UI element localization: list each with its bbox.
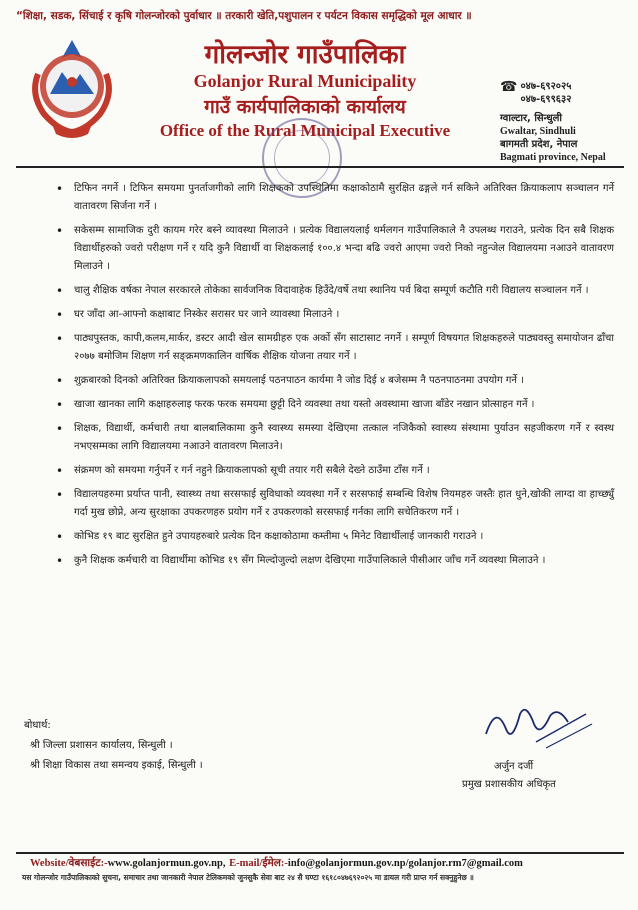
phone-number-1: ०४७-६९२०२५ — [520, 81, 572, 92]
cc-line: श्री जिल्ला प्रशासन कार्यालय, सिन्धुली । — [30, 740, 173, 751]
list-item-text: शुक्रबारको दिनको अतिरिक्त क्रियाकलापको समयलाई पठनपाठन कार्यमा नै जोड दिई ४ बजेसम्म नै पठनपाठनमा उपयोग गर्ने । — [74, 375, 524, 386]
phone-number-2: ०४७-६९९६३२ — [520, 94, 572, 105]
bullet-icon: • — [56, 182, 64, 196]
email-link[interactable]: info@golanjormun.gov.np/golanjor.rm7@gmail.com — [287, 858, 523, 869]
directive-list — [54, 180, 614, 576]
list-item-text: पाठ्यपुस्तक, कापी,कलम,मार्कर, डस्टर आदी खेल सामग्रीहरु एक अर्को सँग साटासाट नगर्ने । सम्पूर्ण विषयगत शिक्षकहरुले पाठ्यवस्तु समायोजन ढाँचा २०७७ बमोजिम शिक्षण गर्न सङ्क्रमणकालिन वार्षिक शैक्षिक योजना तयार गर्ने । — [74, 333, 614, 362]
list-item — [54, 528, 614, 546]
footer-divider — [16, 852, 624, 854]
bullet-icon: • — [56, 530, 64, 544]
bullet-icon: • — [56, 308, 64, 322]
list-item-text: कुनै शिक्षक कर्मचारी वा विद्यार्थीमा कोभिड १९ सँग मिल्दोजुल्दो लक्षण देखिएमा गाउँपालिकाले पीसीआर जाँच गर्ने व्यवस्था मिलाउने । — [74, 555, 546, 566]
bullet-icon: • — [56, 224, 64, 238]
header-divider — [16, 166, 624, 168]
bullet-icon: • — [56, 554, 64, 568]
list-item-text: शिक्षक, विद्यार्थी, कर्मचारी तथा बालबालिकामा कुनै स्वास्थ्य समस्या देखिएमा तत्काल नजिकैको स्वास्थ्य संस्थामा पुर्याउन सहजीकरण गर्ने र स्वस्थ नभएसम्मका लागि विद्यालयमा नआउने वातावरण मिलाउने। — [74, 423, 614, 452]
cc-block — [24, 716, 354, 776]
address-np: ग्वाल्टार, सिन्धुली — [500, 113, 562, 124]
list-item-text: संक्रमण को समयमा गर्नुपर्ने र गर्न नहुने क्रियाकलापको सूची तयार गरी सबैले देख्ने ठाउँमा टाँस गर्ने । — [74, 465, 430, 476]
province-np: बागमती प्रदेश, नेपाल — [500, 139, 578, 150]
list-item — [54, 306, 614, 324]
cc-label: बोधार्थ: — [24, 720, 51, 731]
header-slogan: “शिक्षा, सडक, सिंचाई र कृषि गोलन्जोरको पुर्वाधार ॥ तरकारी खेति,पशुपालन र पर्यटन विकास समृद्धिको मूल आधार ॥ — [16, 10, 472, 22]
municipality-name-en: Golanjor Rural Municipality — [193, 71, 417, 91]
office-name-np: गाउँ कार्यपालिकाको कार्यालय — [204, 96, 406, 118]
list-item — [54, 330, 614, 366]
list-item — [54, 222, 614, 276]
email-label: E-mail/ईमेल:- — [229, 858, 288, 869]
list-item-text: सकेसम्म सामाजिक दुरी कायम गरेर बस्ने व्यावस्था मिलाउने । प्रत्येक विद्यालयलाई थर्मलगन गाउँपालिकाले नै उपलब्ध गराउने, प्रत्येक दिन सबै शिक्षक विद्यार्थीहरुको ज्वरो परीक्षण गर्ने र यदि कुनै विद्यार्थी वा शिक्षकलाई १००.४ भन्दा बढि ज्वरो आएमा ज्वरो निको नहुन्जेल विद्यालयमा नआउने वातावरण मिलाउने । — [74, 225, 614, 272]
list-item — [54, 396, 614, 414]
bullet-icon: • — [56, 422, 64, 436]
bullet-icon: • — [56, 374, 64, 388]
municipality-name-np: गोलन्जोर गाउँपालिका — [204, 40, 406, 70]
website-label: Website/वेबसाईट:- — [30, 858, 108, 869]
office-name-en: Office of the Rural Municipal Executive — [159, 121, 451, 140]
list-item-text: चालु शैक्षिक वर्षका नेपाल सरकारले तोकेका सार्वजनिक विदावाहेक हिउँदे/वर्षे तथा स्थानिय पर्व बिदा सम्पूर्ण कटौति गरी विद्यालय सञ्चालन गर्ने । — [74, 285, 589, 296]
website-link[interactable]: www.golanjormun.gov.np, — [107, 858, 226, 869]
list-item — [54, 552, 614, 570]
contact-block — [500, 80, 630, 164]
phone-icon: ☎ — [500, 79, 518, 95]
bullet-icon: • — [56, 488, 64, 502]
footer-note: यस गोलन्जोर गाउँपालिकाको सुचना, समाचार तथा जानकारी नेपाल टेलिकमको जुनसुकै सेवा बाट २४ सै घण्टा १६१८०४७६९२०२५ मा डायल गरी प्राप्त गर्न सक्नुहुनेछ ॥ — [22, 873, 474, 882]
list-item — [54, 282, 614, 300]
phone-row — [500, 80, 630, 106]
bullet-icon: • — [56, 464, 64, 478]
list-item-text: टिफिन नगर्ने । टिफिन समयमा पुनर्ताजगीको लागि शिक्षकको उपस्थितिमा कक्षाकोठामै सुरक्षित ढङ्गले गर्न सकिने अतिरिक्त क्रियाकलाप सञ्चालन गर्ने वातावरण सिर्जना गर्ने । — [74, 183, 614, 212]
footer-contacts — [30, 856, 630, 870]
signatory-name: अर्जुन दर्जी — [494, 761, 534, 772]
stamp-inner-ring — [274, 130, 330, 186]
emblem-icon — [22, 34, 122, 144]
list-item — [54, 420, 614, 456]
bullet-icon: • — [56, 284, 64, 298]
list-item-text: विद्यालयहरुमा प्रर्याप्त पानी, स्वास्थ्य तथा सरसफाई सुविधाको व्यवस्था गर्ने र सरसफाई सम्बन्धि विशेष नियमहरु जस्तैः हात धुने,खोकी लाग्दा वा हाच्छ्युँ गर्दा मुख छोप्ने, अन्य सुरक्षाका उपकरणहरु प्रयोग गर्ने र उपकरणको सरसफाई गर्नका लागि सचेतिकरण गर्ने । — [74, 489, 614, 518]
list-item-text: कोभिड १९ बाट सुरक्षित हुने उपायहरुबारे प्रत्येक दिन कक्षाकोठामा कम्तीमा ५ मिनेट विद्यार्थीलाई जानकारी गराउने । — [74, 531, 484, 542]
bullet-icon: • — [56, 332, 64, 346]
bullet-icon: • — [56, 398, 64, 412]
list-item-text: खाजा खानका लागि कक्षाहरुलाइ फरक फरक समयमा छुट्टी दिने व्यवस्था तथा यस्तो अवस्थामा खाजा बाँडेर नखान प्रोत्साहन गर्ने । — [74, 399, 535, 410]
address-en: Gwaltar, Sindhuli — [500, 126, 576, 137]
list-item-text: घर जाँदा आ-आफ्नो कक्षाबाट निस्केर सरासर घर जाने व्यावस्था मिलाउने । — [74, 309, 340, 320]
list-item — [54, 462, 614, 480]
signature-icon — [476, 694, 596, 754]
list-item — [54, 180, 614, 216]
list-item — [54, 486, 614, 522]
cc-line: श्री शिक्षा विकास तथा समन्वय इकाई, सिन्धुली । — [30, 760, 203, 771]
list-item — [54, 372, 614, 390]
province-en: Bagmati province, Nepal — [500, 152, 606, 163]
signatory-title: प्रमुख प्रशासकीय अधिकृत — [462, 779, 556, 790]
